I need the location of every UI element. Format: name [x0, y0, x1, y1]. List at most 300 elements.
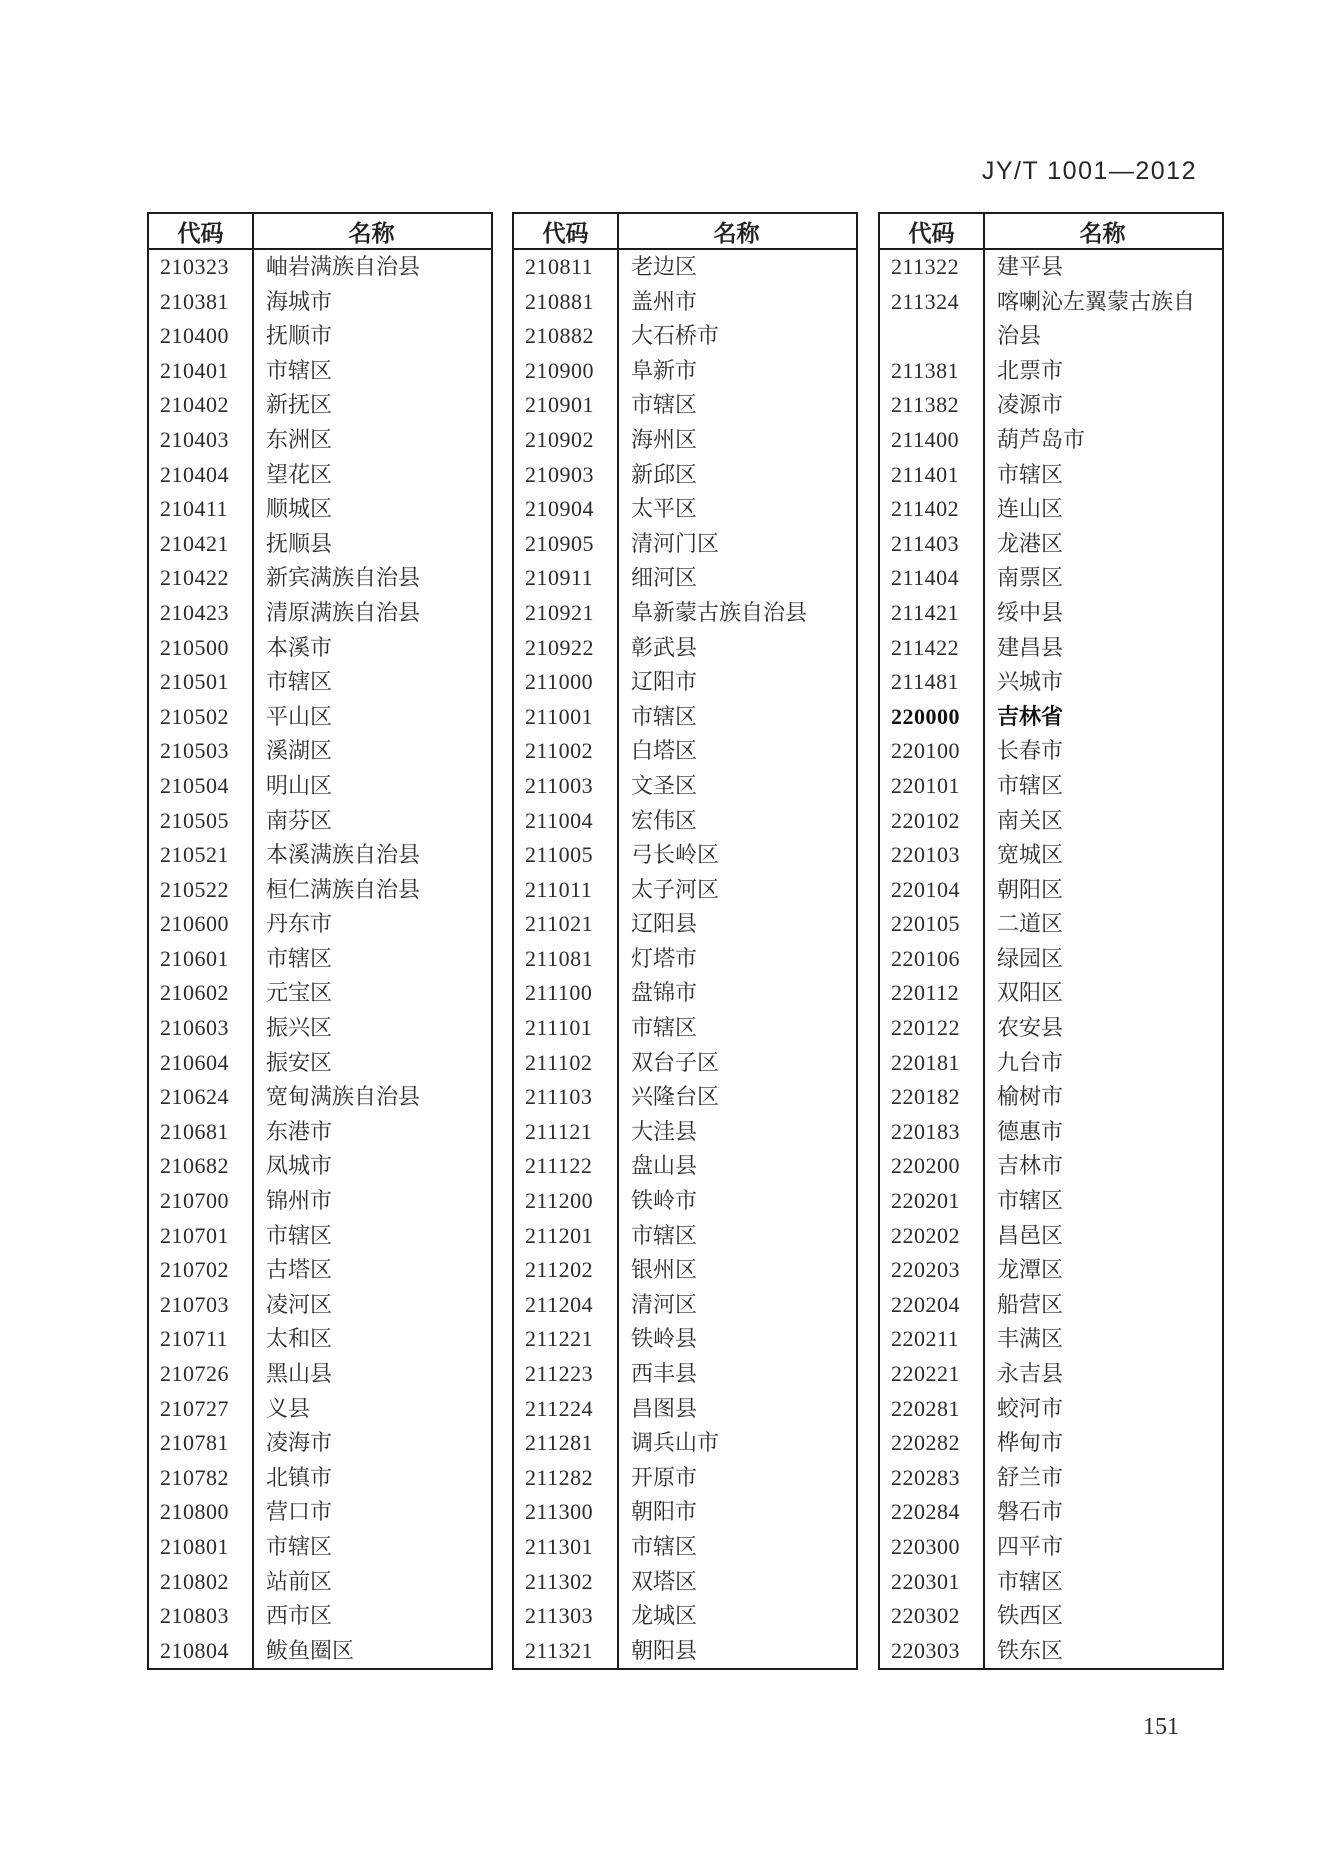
name-cell: 灯塔市 — [631, 945, 698, 971]
name-cell: 市辖区 — [997, 461, 1064, 487]
name-cell: 双台子区 — [631, 1049, 720, 1075]
code-cell: 211303 — [525, 1603, 594, 1629]
name-cell: 农安县 — [997, 1015, 1064, 1041]
code-cell: 210411 — [160, 496, 229, 522]
code-cell: 210900 — [525, 357, 594, 383]
name-cell: 喀喇沁左翼蒙古族自治县 — [997, 288, 1196, 349]
name-cell: 锦州市 — [266, 1188, 333, 1214]
table-row — [880, 423, 1222, 458]
table-row — [880, 838, 1222, 873]
code-cell: 220105 — [891, 911, 960, 937]
table-row — [514, 1046, 856, 1081]
name-cell: 太和区 — [266, 1326, 333, 1352]
code-cell: 211101 — [525, 1015, 593, 1041]
code-cell: 210901 — [525, 392, 594, 418]
code-cell: 210921 — [525, 599, 594, 625]
name-cell: 市辖区 — [631, 703, 698, 729]
code-cell: 210323 — [160, 254, 229, 279]
table-row — [514, 976, 856, 1011]
code-cell: 220203 — [891, 1257, 960, 1283]
name-cell: 辽阳市 — [631, 669, 698, 695]
name-cell: 振安区 — [266, 1049, 333, 1075]
name-cell: 市辖区 — [997, 1188, 1064, 1214]
name-cell: 抚顺市 — [266, 323, 333, 349]
table-row — [514, 1392, 856, 1427]
table-row — [149, 1426, 491, 1461]
name-cell: 市辖区 — [266, 1222, 333, 1248]
table-row — [514, 423, 856, 458]
table-row — [880, 1426, 1222, 1461]
code-cell: 220183 — [891, 1118, 960, 1144]
table-row — [149, 1461, 491, 1496]
name-cell: 朝阳区 — [997, 876, 1064, 902]
table-row — [149, 1599, 491, 1634]
name-cell: 宽城区 — [997, 842, 1064, 868]
name-cell: 铁东区 — [997, 1637, 1064, 1663]
name-column-header: 名称 — [1079, 220, 1126, 246]
table-row — [514, 250, 856, 285]
code-column-header: 代码 — [908, 220, 955, 246]
code-cell: 220200 — [891, 1153, 960, 1179]
code-column-header: 代码 — [177, 220, 224, 246]
table-row — [514, 1322, 856, 1357]
table-row — [149, 1357, 491, 1392]
table-row — [880, 250, 1222, 285]
table-row — [880, 596, 1222, 631]
code-cell: 211403 — [891, 530, 960, 556]
table-body — [149, 250, 491, 1668]
table-row — [880, 1080, 1222, 1115]
name-cell: 海州区 — [631, 426, 698, 452]
table-row — [149, 1565, 491, 1600]
name-cell: 西市区 — [266, 1603, 333, 1629]
code-cell: 211200 — [525, 1188, 594, 1214]
table-row — [514, 769, 856, 804]
table-row — [880, 527, 1222, 562]
code-table-2 — [512, 212, 858, 1670]
code-table-3 — [878, 212, 1224, 1670]
name-cell: 清原满族自治县 — [266, 599, 421, 625]
name-cell: 溪湖区 — [266, 738, 333, 764]
table-row — [149, 1530, 491, 1565]
name-cell: 阜新蒙古族自治县 — [631, 599, 808, 625]
name-cell: 桦甸市 — [997, 1430, 1064, 1456]
code-cell: 220122 — [891, 1015, 960, 1041]
table-row — [149, 1322, 491, 1357]
code-cell: 211282 — [525, 1464, 594, 1490]
code-cell: 211004 — [525, 807, 594, 833]
table-row — [149, 1495, 491, 1530]
code-cell: 211224 — [525, 1395, 594, 1421]
name-cell: 顺城区 — [266, 496, 333, 522]
table-row — [149, 700, 491, 735]
table-row — [880, 1599, 1222, 1634]
table-row — [880, 285, 1222, 354]
table-row — [514, 1080, 856, 1115]
table-header-row — [149, 214, 491, 250]
table-row — [514, 665, 856, 700]
table-row — [880, 665, 1222, 700]
table-row — [880, 1634, 1222, 1668]
name-cell: 绥中县 — [997, 599, 1064, 625]
table-row — [514, 1011, 856, 1046]
table-row — [514, 1219, 856, 1254]
name-cell: 鲅鱼圈区 — [266, 1637, 355, 1663]
code-cell: 210502 — [160, 703, 229, 729]
code-cell: 211381 — [891, 357, 960, 383]
table-body — [880, 250, 1222, 1668]
table-row — [149, 319, 491, 354]
table-row — [880, 1530, 1222, 1565]
table-row — [149, 804, 491, 839]
code-cell: 220282 — [891, 1430, 960, 1456]
code-cell: 211000 — [525, 669, 594, 695]
table-row — [514, 942, 856, 977]
name-cell: 市辖区 — [631, 1222, 698, 1248]
name-cell: 站前区 — [266, 1568, 333, 1594]
name-cell: 大石桥市 — [631, 323, 720, 349]
name-cell: 义县 — [266, 1395, 311, 1421]
name-cell: 二道区 — [997, 911, 1064, 937]
name-cell: 凌河区 — [266, 1291, 333, 1317]
name-cell: 德惠市 — [997, 1118, 1064, 1144]
table-row — [514, 319, 856, 354]
name-cell: 市辖区 — [997, 772, 1064, 798]
name-cell: 清河区 — [631, 1291, 698, 1317]
table-body — [514, 250, 856, 1668]
table-row — [880, 1253, 1222, 1288]
code-cell: 210501 — [160, 669, 229, 695]
code-cell: 210703 — [160, 1291, 229, 1317]
table-row — [514, 1253, 856, 1288]
name-cell: 新抚区 — [266, 392, 333, 418]
code-cell: 220181 — [891, 1049, 960, 1075]
code-cell: 211103 — [525, 1084, 593, 1110]
table-row — [149, 631, 491, 666]
name-cell: 市辖区 — [631, 1015, 698, 1041]
table-row — [880, 734, 1222, 769]
name-cell: 抚顺县 — [266, 530, 333, 556]
table-row — [880, 942, 1222, 977]
code-cell: 210802 — [160, 1568, 229, 1594]
code-cell: 211223 — [525, 1361, 594, 1386]
table-row — [880, 1357, 1222, 1392]
table-row — [149, 1011, 491, 1046]
code-cell: 211300 — [525, 1499, 594, 1525]
table-row — [514, 700, 856, 735]
table-row — [149, 734, 491, 769]
code-cell: 220103 — [891, 842, 960, 868]
code-cell: 211421 — [891, 599, 960, 625]
table-row — [880, 492, 1222, 527]
table-row — [514, 631, 856, 666]
code-cell: 220100 — [891, 738, 960, 764]
code-cell: 210904 — [525, 496, 594, 522]
code-cell: 210521 — [160, 842, 229, 868]
code-cell: 210400 — [160, 323, 229, 349]
table-row — [514, 734, 856, 769]
code-cell: 210903 — [525, 461, 594, 487]
code-cell: 220221 — [891, 1361, 960, 1386]
table-row — [514, 804, 856, 839]
code-cell: 211005 — [525, 842, 594, 868]
code-cell: 210781 — [160, 1430, 229, 1456]
name-cell: 市辖区 — [266, 945, 333, 971]
name-cell: 铁岭县 — [631, 1326, 698, 1352]
code-cell: 211011 — [525, 876, 593, 902]
table-row — [514, 907, 856, 942]
code-cell: 210624 — [160, 1084, 229, 1110]
name-cell: 市辖区 — [631, 1533, 698, 1559]
code-cell: 220182 — [891, 1084, 960, 1110]
name-cell: 北票市 — [997, 357, 1064, 383]
name-cell: 东港市 — [266, 1118, 333, 1144]
table-row — [149, 1115, 491, 1150]
code-cell: 211100 — [525, 980, 593, 1006]
code-cell: 211382 — [891, 392, 960, 418]
name-cell: 南票区 — [997, 565, 1064, 591]
name-cell: 元宝区 — [266, 980, 333, 1006]
name-cell: 辽阳县 — [631, 911, 698, 937]
table-row — [514, 492, 856, 527]
table-row — [514, 1530, 856, 1565]
table-row — [149, 527, 491, 562]
code-cell: 211401 — [891, 461, 960, 487]
code-cell: 211321 — [525, 1637, 594, 1663]
table-row — [514, 1599, 856, 1634]
code-cell: 211102 — [525, 1049, 593, 1075]
table-row — [880, 976, 1222, 1011]
name-cell: 四平市 — [997, 1533, 1064, 1559]
name-cell: 建昌县 — [997, 634, 1064, 660]
code-cell: 210402 — [160, 392, 229, 418]
table-row — [514, 873, 856, 908]
name-cell: 兴城市 — [997, 669, 1064, 695]
table-row — [880, 388, 1222, 423]
table-row — [149, 285, 491, 320]
table-row — [880, 1011, 1222, 1046]
table-row — [514, 561, 856, 596]
name-cell: 海城市 — [266, 288, 333, 314]
table-row — [149, 1149, 491, 1184]
table-row — [880, 1461, 1222, 1496]
table-row — [880, 1219, 1222, 1254]
code-cell: 211281 — [525, 1430, 594, 1456]
table-row — [880, 1392, 1222, 1427]
code-cell: 210423 — [160, 599, 229, 625]
code-cell: 210422 — [160, 565, 229, 591]
name-cell: 船营区 — [997, 1291, 1064, 1317]
code-cell: 220102 — [891, 807, 960, 833]
code-cell: 210811 — [525, 254, 594, 279]
table-row — [149, 1080, 491, 1115]
name-cell: 龙潭区 — [997, 1257, 1064, 1283]
name-cell: 建平县 — [997, 254, 1064, 279]
name-cell: 朝阳市 — [631, 1499, 698, 1525]
name-cell: 细河区 — [631, 565, 698, 591]
table-row — [514, 1184, 856, 1219]
name-cell: 南关区 — [997, 807, 1064, 833]
code-cell: 211204 — [525, 1291, 594, 1317]
name-cell: 连山区 — [997, 496, 1064, 522]
table-row — [149, 942, 491, 977]
code-cell: 210881 — [525, 288, 594, 314]
code-cell: 210401 — [160, 357, 229, 383]
name-cell: 市辖区 — [266, 1533, 333, 1559]
table-header-row — [880, 214, 1222, 250]
page-number: 151 — [1143, 1714, 1179, 1740]
table-row — [149, 665, 491, 700]
name-cell: 东洲区 — [266, 426, 333, 452]
name-cell: 吉林市 — [997, 1153, 1064, 1179]
table-row — [149, 907, 491, 942]
code-cell: 210505 — [160, 807, 229, 833]
code-cell: 211301 — [525, 1533, 594, 1559]
table-row — [514, 1495, 856, 1530]
table-row — [149, 1046, 491, 1081]
table-row — [149, 976, 491, 1011]
table-row — [880, 769, 1222, 804]
name-cell: 盘山县 — [631, 1153, 698, 1179]
code-cell: 210421 — [160, 530, 229, 556]
name-cell: 古塔区 — [266, 1257, 333, 1283]
name-cell: 桓仁满族自治县 — [266, 876, 421, 902]
code-cell: 210727 — [160, 1395, 229, 1421]
name-cell: 昌邑区 — [997, 1222, 1064, 1248]
code-cell: 211322 — [891, 254, 960, 279]
code-cell: 220112 — [891, 980, 960, 1006]
code-cell: 210902 — [525, 426, 594, 452]
name-cell: 北镇市 — [266, 1464, 333, 1490]
code-cell: 211202 — [525, 1257, 594, 1283]
table-row — [149, 354, 491, 389]
name-cell: 铁岭市 — [631, 1188, 698, 1214]
code-cell: 211122 — [525, 1153, 593, 1179]
code-cell: 220104 — [891, 876, 960, 902]
code-cell: 211404 — [891, 565, 960, 591]
name-cell: 阜新市 — [631, 357, 698, 383]
name-cell: 文圣区 — [631, 772, 698, 798]
code-cell: 210711 — [160, 1326, 229, 1352]
code-cell: 210700 — [160, 1188, 229, 1214]
code-cell: 220204 — [891, 1291, 960, 1317]
table-row — [149, 458, 491, 493]
code-cell: 210911 — [525, 565, 594, 591]
code-cell: 210682 — [160, 1153, 229, 1179]
table-row — [880, 1565, 1222, 1600]
code-cell: 210604 — [160, 1049, 229, 1075]
name-cell: 铁西区 — [997, 1603, 1064, 1629]
code-cell: 210381 — [160, 288, 229, 314]
table-row — [880, 354, 1222, 389]
table-row — [514, 1115, 856, 1150]
name-cell: 大洼县 — [631, 1118, 698, 1144]
table-row — [880, 907, 1222, 942]
code-cell: 211003 — [525, 772, 594, 798]
code-cell: 220201 — [891, 1188, 960, 1214]
table-row — [880, 1149, 1222, 1184]
name-cell: 岫岩满族自治县 — [266, 254, 421, 279]
name-cell: 黑山县 — [266, 1361, 333, 1386]
name-cell: 市辖区 — [631, 392, 698, 418]
code-cell: 210503 — [160, 738, 229, 764]
name-cell: 市辖区 — [997, 1568, 1064, 1594]
code-cell: 211121 — [525, 1118, 593, 1144]
name-cell: 长春市 — [997, 738, 1064, 764]
code-cell: 211081 — [525, 945, 594, 971]
table-row — [149, 423, 491, 458]
name-cell: 开原市 — [631, 1464, 698, 1490]
name-cell: 丰满区 — [997, 1326, 1064, 1352]
code-cell: 220101 — [891, 772, 960, 798]
code-cell: 220211 — [891, 1326, 960, 1352]
table-row — [880, 1288, 1222, 1323]
name-cell: 双阳区 — [997, 980, 1064, 1006]
code-cell: 210504 — [160, 772, 229, 798]
code-cell: 220202 — [891, 1222, 960, 1248]
name-cell: 绿园区 — [997, 945, 1064, 971]
table-row — [514, 285, 856, 320]
name-cell: 昌图县 — [631, 1395, 698, 1421]
code-cell: 210602 — [160, 980, 229, 1006]
table-row — [514, 1461, 856, 1496]
table-row — [514, 1288, 856, 1323]
name-cell: 市辖区 — [266, 669, 333, 695]
table-row — [514, 1357, 856, 1392]
table-row — [880, 458, 1222, 493]
code-cell: 210804 — [160, 1637, 229, 1663]
code-cell: 220106 — [891, 945, 960, 971]
code-cell: 210800 — [160, 1499, 229, 1525]
name-cell: 舒兰市 — [997, 1464, 1064, 1490]
name-cell: 朝阳县 — [631, 1637, 698, 1663]
name-cell: 太子河区 — [631, 876, 720, 902]
name-column-header: 名称 — [713, 220, 760, 246]
table-row — [880, 873, 1222, 908]
code-cell: 210603 — [160, 1015, 229, 1041]
name-cell: 吉林省 — [997, 703, 1064, 729]
name-cell: 九台市 — [997, 1049, 1064, 1075]
code-cell: 211001 — [525, 703, 594, 729]
name-cell: 兴隆台区 — [631, 1084, 720, 1110]
name-cell: 本溪市 — [266, 634, 333, 660]
name-cell: 银州区 — [631, 1257, 698, 1283]
table-row — [149, 250, 491, 285]
table-row — [149, 838, 491, 873]
code-cell: 210905 — [525, 530, 594, 556]
code-table-1 — [147, 212, 493, 1670]
name-cell: 宏伟区 — [631, 807, 698, 833]
code-cell: 220302 — [891, 1603, 960, 1629]
code-cell: 210726 — [160, 1361, 229, 1386]
table-row — [514, 458, 856, 493]
table-row — [880, 1495, 1222, 1530]
name-cell: 彰武县 — [631, 634, 698, 660]
code-cell: 210601 — [160, 945, 229, 971]
code-cell: 211302 — [525, 1568, 594, 1594]
standard-number: JY/T 1001—2012 — [981, 157, 1197, 185]
table-row — [149, 1392, 491, 1427]
code-cell: 210803 — [160, 1603, 229, 1629]
table-row — [880, 804, 1222, 839]
name-cell: 蛟河市 — [997, 1395, 1064, 1421]
code-cell: 220281 — [891, 1395, 960, 1421]
code-cell: 220000 — [891, 703, 960, 729]
table-row — [880, 1115, 1222, 1150]
name-cell: 清河门区 — [631, 530, 720, 556]
name-cell: 龙城区 — [631, 1603, 698, 1629]
name-cell: 新邱区 — [631, 461, 698, 487]
